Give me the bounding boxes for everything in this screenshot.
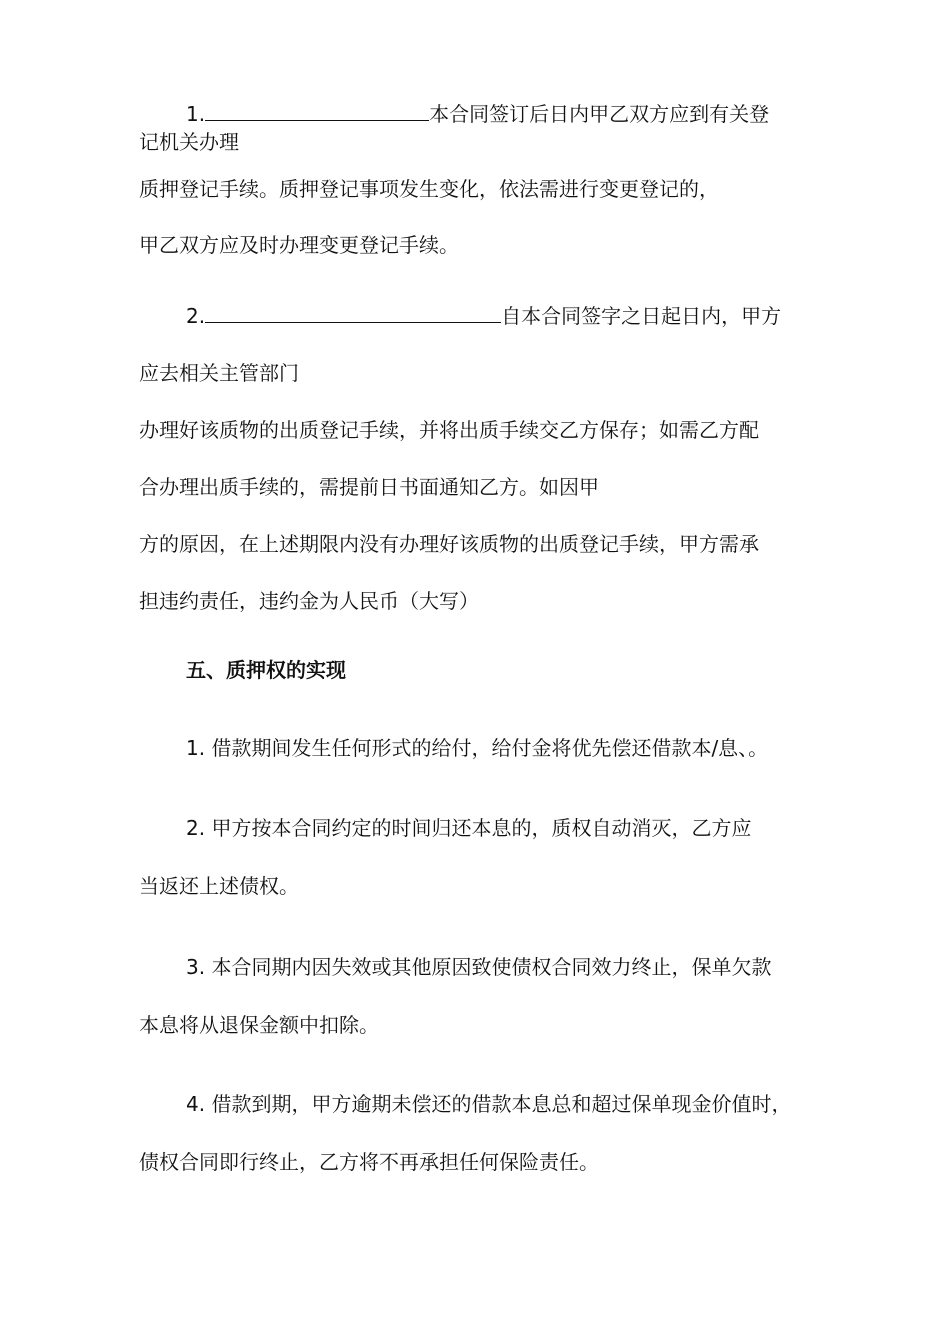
clause-1-text: 本合同签订后日内甲乙双方应到有关登: [429, 102, 770, 126]
clause-1-line-4: 甲乙双方应及时办理变更登记手续。: [139, 233, 459, 257]
clause-1-line-1: [186, 100, 769, 128]
clause-1-line-2: 记机关办理: [139, 130, 239, 154]
section-5-item-4-line-1: 4. 借款到期，甲方逾期未偿还的借款本息总和超过保单现金价值时，: [186, 1092, 792, 1116]
clause-2-line-5: 方的原因，在上述期限内没有办理好该质物的出质登记手续，甲方需承: [139, 532, 759, 556]
section-5-item-4-line-2: 债权合同即行终止，乙方将不再承担任何保险责任。: [139, 1150, 599, 1174]
clause-2-line-1: [186, 302, 781, 330]
clause-2-text: 自本合同签字之日起日内，甲方: [501, 304, 782, 328]
clause-1-line-3: 质押登记手续。质押登记事项发生变化，依法需进行变更登记的，: [139, 177, 719, 201]
clause-2-line-4: 合办理出质手续的，需提前日书面通知乙方。如因甲: [139, 475, 599, 499]
section-5-item-3-line-1: 3. 本合同期内因失效或其他原因致使债权合同效力终止，保单欠款: [186, 955, 772, 979]
section-heading: 五、质押权的实现: [186, 658, 346, 682]
section-5-item-2-line-1: 2. 甲方按本合同约定的时间归还本息的，质权自动消灭，乙方应: [186, 816, 752, 840]
section-5-item-2-line-2: 当返还上述债权。: [139, 874, 299, 898]
section-5-item-1: 1. 借款期间发生任何形式的给付，给付金将优先偿还借款本/息、。: [186, 736, 769, 760]
clause-2-line-2: 应去相关主管部门: [139, 361, 299, 385]
clause-2-line-3: 办理好该质物的出质登记手续，并将出质手续交乙方保存；如需乙方配: [139, 418, 759, 442]
fill-in-blank: [205, 100, 429, 121]
clause-2-number: 2.: [186, 304, 206, 328]
fill-in-blank: [205, 302, 501, 323]
clause-1-number: 1.: [186, 102, 206, 126]
section-5-item-3-line-2: 本息将从退保金额中扣除。: [139, 1013, 379, 1037]
clause-2-line-6: 担违约责任，违约金为人民币（大写）: [139, 589, 479, 613]
